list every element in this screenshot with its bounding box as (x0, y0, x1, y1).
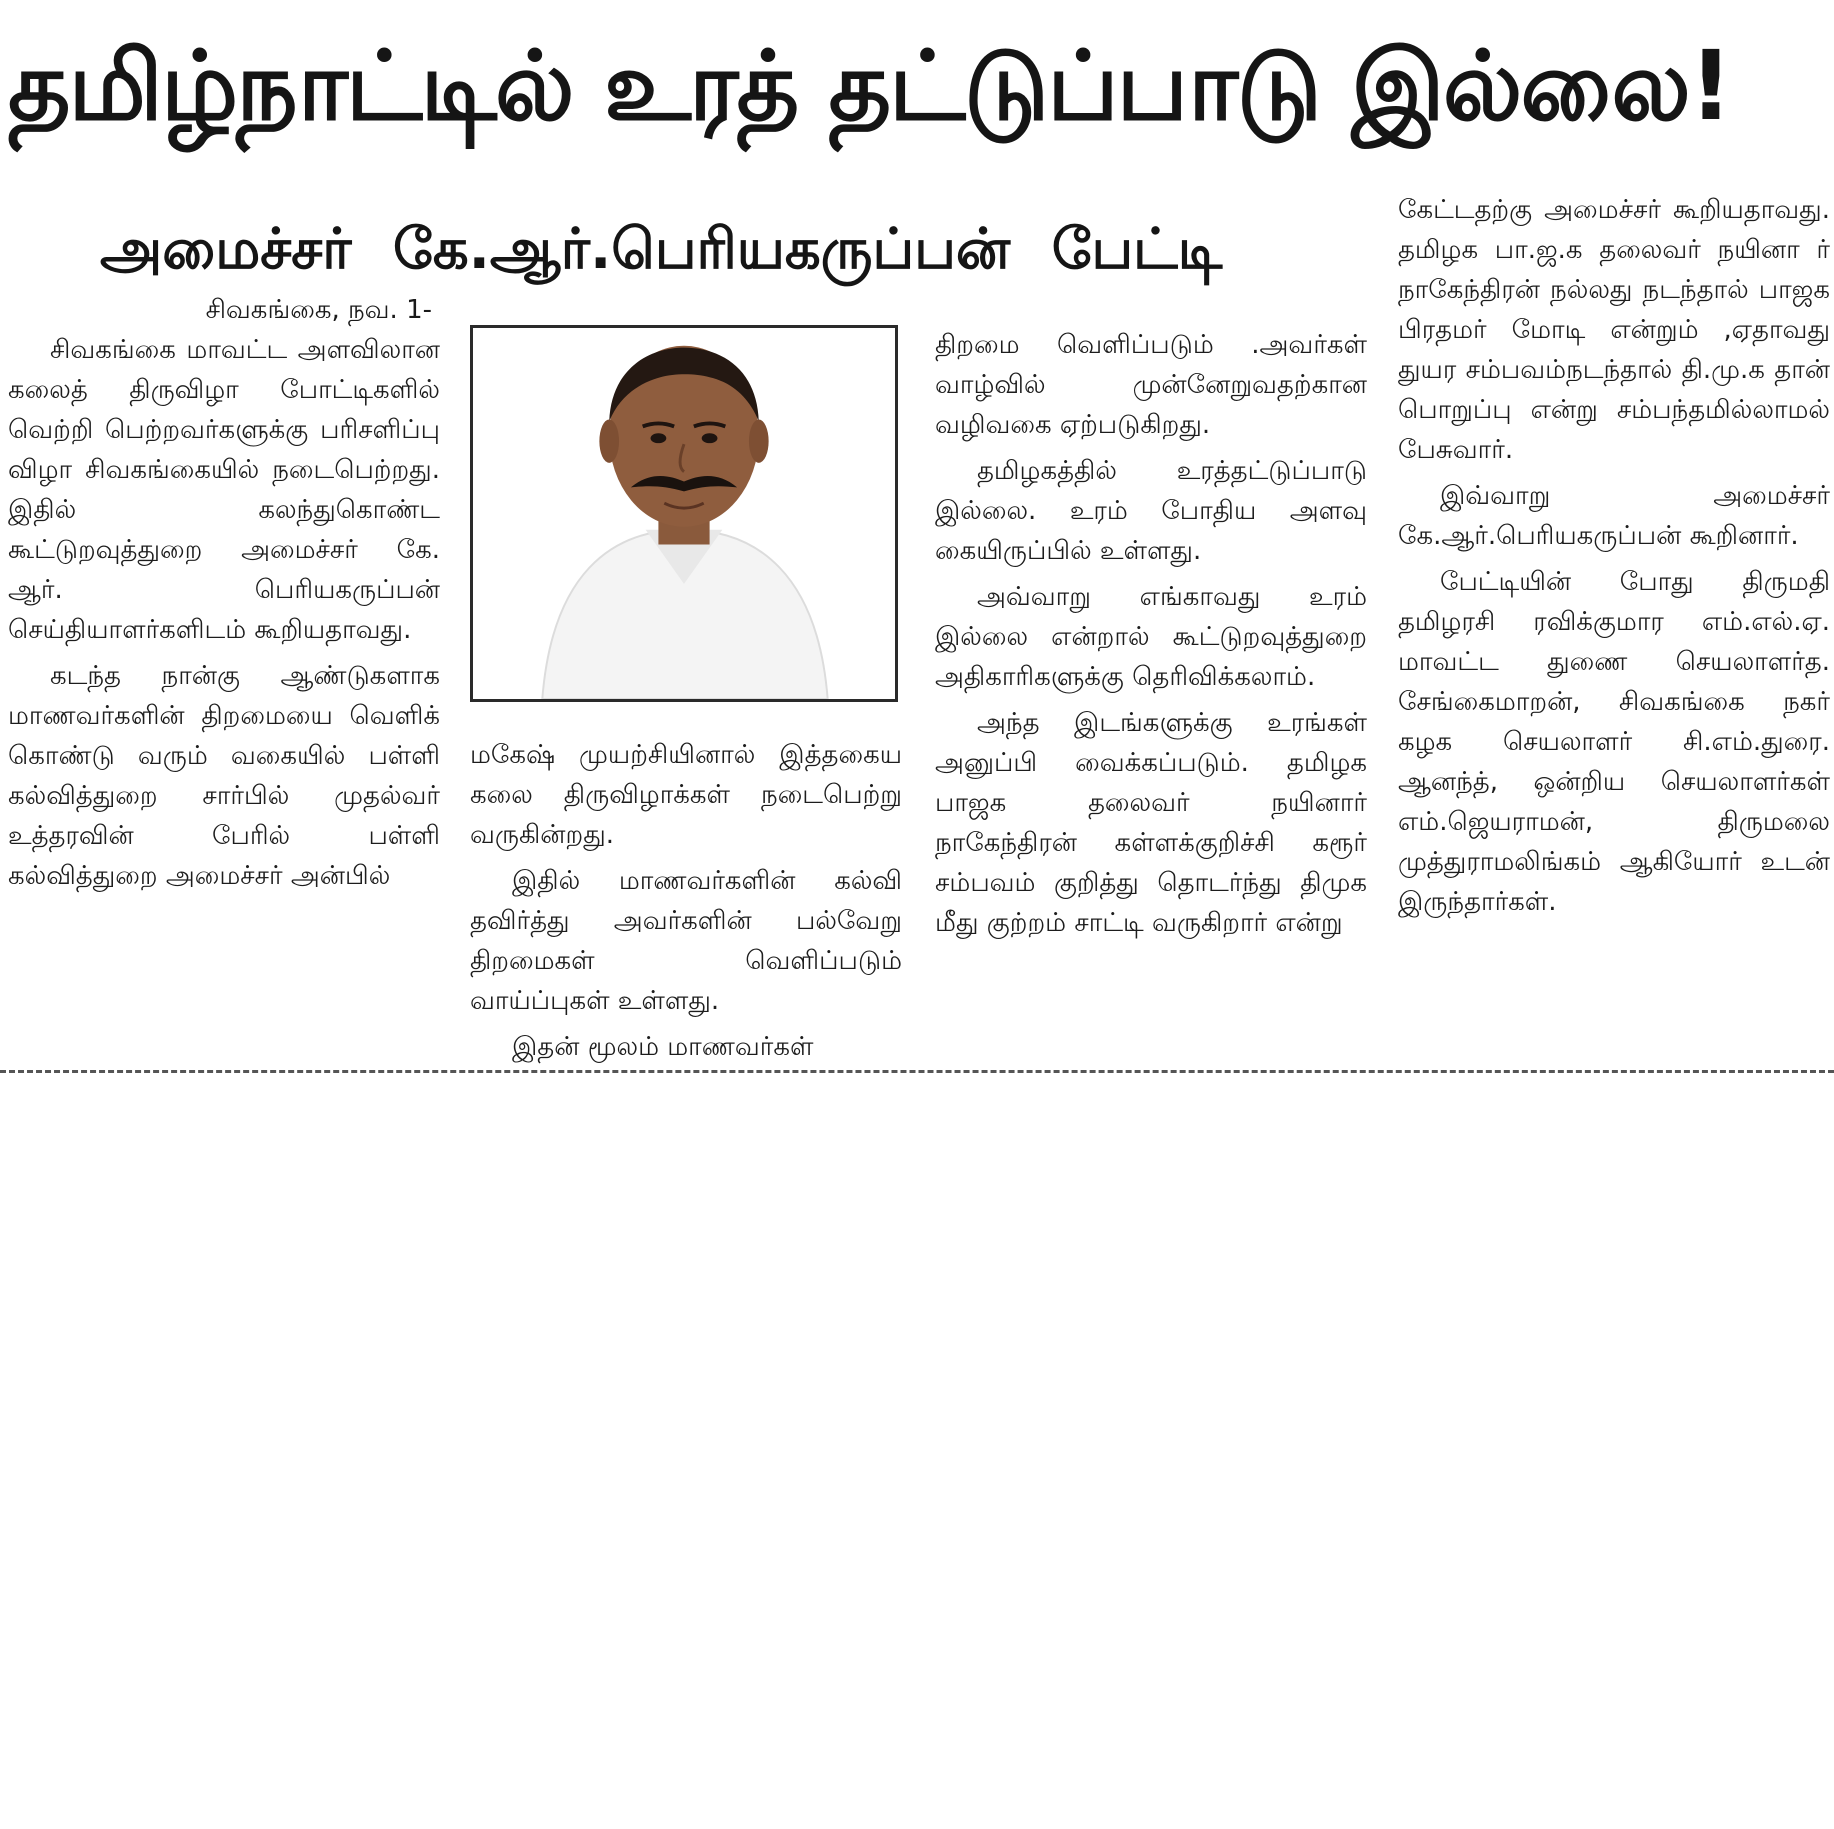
paragraph: அவ்வாறு எங்காவது உரம் இல்லை என்றால் கூட்டுறவுத்துறை அதிகாரிகளுக்கு தெரிவிக்கலாம். (935, 582, 1367, 692)
paragraph: இவ்வாறு அமைச்சர் கே.ஆர்.பெரியகருப்பன் கூறினார். (1398, 481, 1830, 551)
article-column-3 (935, 325, 1367, 1419)
subheadline: அமைச்சர் கே.ஆர்.பெரியகருப்பன் பேட்டி (100, 217, 1223, 282)
paragraph: சிவகங்கை மாவட்ட அளவிலான கலைத் திருவிழா போட்டிகளில் வெற்றி பெற்றவர்களுக்கு பரிசளிப்பு விழா சிவகங்கையில் நடைபெற்றது. இதில் கலந்துகொண்ட கூட்டுறவுத்துறை அமைச்சர் கே. ஆர். பெரியகருப்பன் செய்தியாளர்களிடம் கூறியதாவது. (8, 335, 440, 645)
minister-photo (470, 325, 898, 702)
article-column-1 (8, 290, 440, 1384)
paragraph: மகேஷ் முயற்சியினால் இத்தகைய கலை திருவிழாக்கள் நடைபெற்று வருகின்றது. (470, 740, 902, 850)
paragraph: இதில் மாணவர்களின் கல்வி தவிர்த்து அவர்களின் பல்வேறு திறமைகள் வெளிப்படும் வாய்ப்புகள் உள்ளது. (470, 866, 902, 1016)
article-column-2 (470, 735, 902, 1829)
paragraph: பேட்டியின் போது திருமதி தமிழரசி ரவிக்குமார எம்.எல்.ஏ. மாவட்ட துணை செயலாளர்த. சேங்கைமாறன், சிவகங்கை நகர் கழக செயலாளர் சி.எம்.துரை. ஆனந்த், ஒன்றிய செயலாளர்கள் எம்.ஜெயராமன், திருமலை முத்துராமலிங்கம் ஆகியோர் உடன் இருந்தார்கள். (1398, 567, 1830, 917)
article-column-4 (1398, 190, 1830, 1284)
paragraph: கேட்டதற்கு அமைச்சர் கூறியதாவது. தமிழக பா.ஜ.க தலைவர் நயினா ர் நாகேந்திரன் நல்லது நடந்தால் பாஜக பிரதமர் மோடி என்றும் ,ஏதாவது துயர சம்பவம்நடந்தால் தி.மு.க தான் பொறுப்பு என்று சம்பந்தமில்லாமல் பேசுவார். (1398, 195, 1830, 465)
paragraph: திறமை வெளிப்படும் .அவர்கள் வாழ்வில் முன்னேறுவதற்கான வழிவகை ஏற்படுகிறது. (935, 330, 1367, 440)
paragraph: இதன் மூலம் மாணவர்கள் (512, 1032, 814, 1062)
paragraph: தமிழகத்தில் உரத்தட்டுப்பாடு இல்லை. உரம் போதிய அளவு கையிருப்பில் உள்ளது. (935, 456, 1367, 566)
bottom-divider (0, 1070, 1834, 1073)
paragraph: கடந்த நான்கு ஆண்டுகளாக மாணவர்களின் திறமையை வெளிக் கொண்டு வரும் வகையில் பள்ளி கல்வித்துறை சார்பில் முதல்வர் உத்தரவின் பேரில் பள்ளி கல்வித்துறை அமைச்சர் அன்பில் (8, 661, 440, 891)
headline: தமிழ்நாட்டில் உரத் தட்டுப்பாடு இல்லை! (8, 30, 1731, 142)
dateline: சிவகங்கை, நவ. 1- (205, 295, 432, 325)
portrait-image (473, 328, 895, 699)
paragraph: அந்த இடங்களுக்கு உரங்கள் அனுப்பி வைக்கப்படும். தமிழக பாஜக தலைவர் நயினார் நாகேந்திரன் கள்ளக்குறிச்சி கரூர் சம்பவம் குறித்து தொடர்ந்து திமுக மீது குற்றம் சாட்டி வருகிறார் என்று (935, 708, 1367, 938)
